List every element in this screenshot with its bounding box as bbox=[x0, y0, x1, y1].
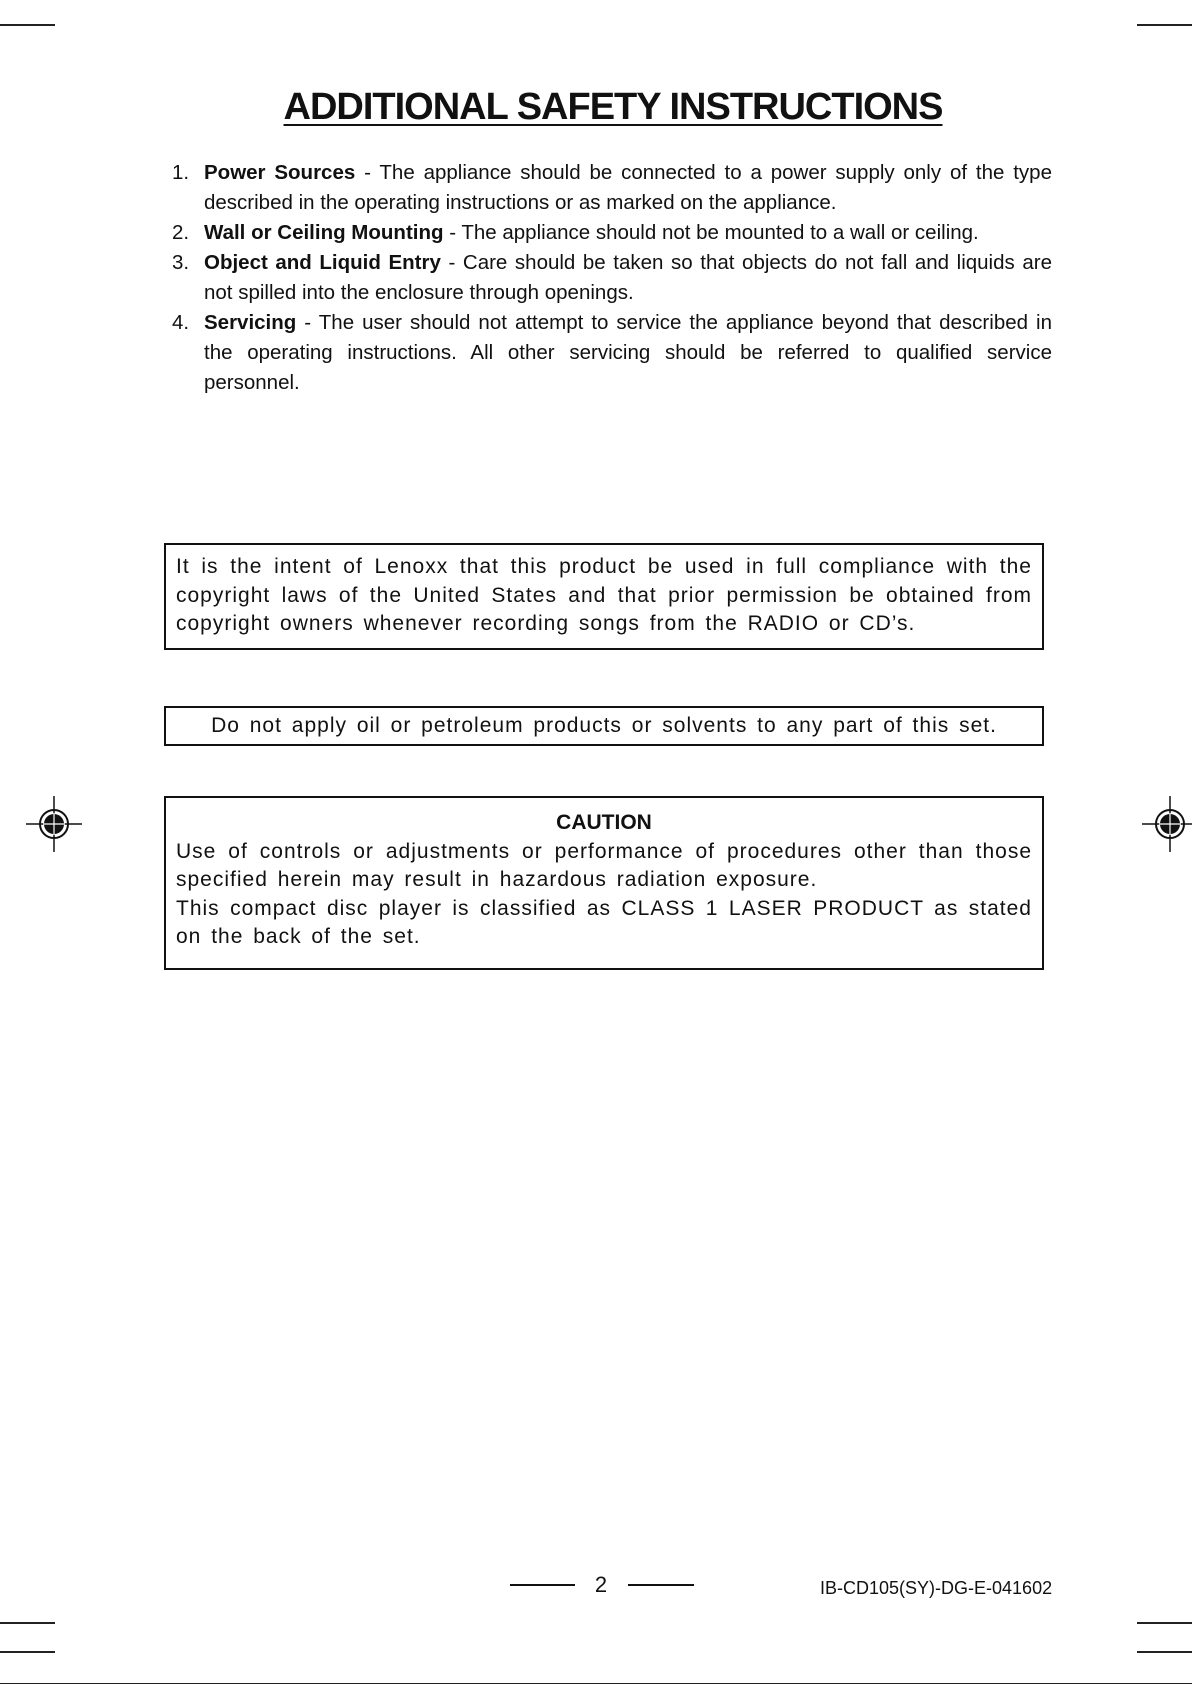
item-number: 2. bbox=[172, 221, 190, 244]
item-text: - The appliance should be connected to a power supply only of the type described in the operating instructions or as marked on the appliance. bbox=[204, 161, 1052, 214]
item-text: - The user should not attempt to service the appliance beyond that described in the operating instructions. All other servicing should be referred to qualified service personnel. bbox=[204, 311, 1052, 394]
item-term: Power Sources bbox=[204, 161, 356, 184]
footer-rule-left bbox=[510, 1584, 575, 1586]
footer-rule-right bbox=[628, 1584, 694, 1586]
page-bottom-rule bbox=[0, 1683, 1192, 1684]
list-item bbox=[172, 308, 1052, 398]
copyright-notice-text: It is the intent of Lenoxx that this product be used in full compliance with the copyright laws of the United States and that prior permission be obtained from copyright owners whenever recording songs from the RADIO or CD’s. bbox=[176, 555, 1032, 635]
page-number: 2 bbox=[594, 1572, 608, 1597]
caution-paragraph: Use of controls or adjustments or performance of procedures other than those specified herein may result in hazardous radiation exposure. bbox=[176, 839, 1032, 891]
list-item bbox=[172, 158, 1052, 218]
item-number: 3. bbox=[172, 251, 190, 274]
oil-notice-box bbox=[164, 706, 1044, 746]
list-item bbox=[172, 248, 1052, 308]
oil-notice-text: Do not apply oil or petroleum products or solvents to any part of this set. bbox=[211, 714, 997, 737]
caution-heading: CAUTION bbox=[556, 811, 652, 834]
list-item bbox=[172, 218, 1052, 248]
page-title: ADDITIONAL SAFETY INSTRUCTIONS bbox=[283, 86, 943, 128]
safety-instructions-list bbox=[172, 158, 1052, 398]
crosshair-target-icon bbox=[26, 796, 82, 852]
item-number: 1. bbox=[172, 161, 190, 184]
item-text: - The appliance should not be mounted to a wall or ceiling. bbox=[443, 221, 979, 244]
crop-mark-bottom-left-lower bbox=[0, 1651, 55, 1653]
item-term: Wall or Ceiling Mounting bbox=[204, 221, 444, 244]
item-term: Servicing bbox=[204, 311, 297, 334]
crop-mark-bottom-right-lower bbox=[1137, 1651, 1192, 1653]
crop-mark-top-left bbox=[0, 24, 55, 26]
item-text: - Care should be taken so that objects do not fall and liquids are not spilled into the enclosure through openings. bbox=[204, 251, 1052, 304]
crosshair-target-icon bbox=[1142, 796, 1192, 852]
item-term: Object and Liquid Entry bbox=[204, 251, 441, 274]
copyright-notice-box bbox=[164, 543, 1044, 650]
caution-paragraph: This compact disc player is classified as CLASS 1 LASER PRODUCT as stated on the back of the set. bbox=[176, 896, 1032, 948]
crop-mark-bottom-left bbox=[0, 1622, 55, 1624]
caution-box bbox=[164, 796, 1044, 970]
crop-mark-bottom-right bbox=[1137, 1622, 1192, 1624]
item-number: 4. bbox=[172, 311, 190, 334]
crop-mark-top-right bbox=[1137, 24, 1192, 26]
document-code: IB-CD105(SY)-DG-E-041602 bbox=[820, 1578, 1053, 1598]
